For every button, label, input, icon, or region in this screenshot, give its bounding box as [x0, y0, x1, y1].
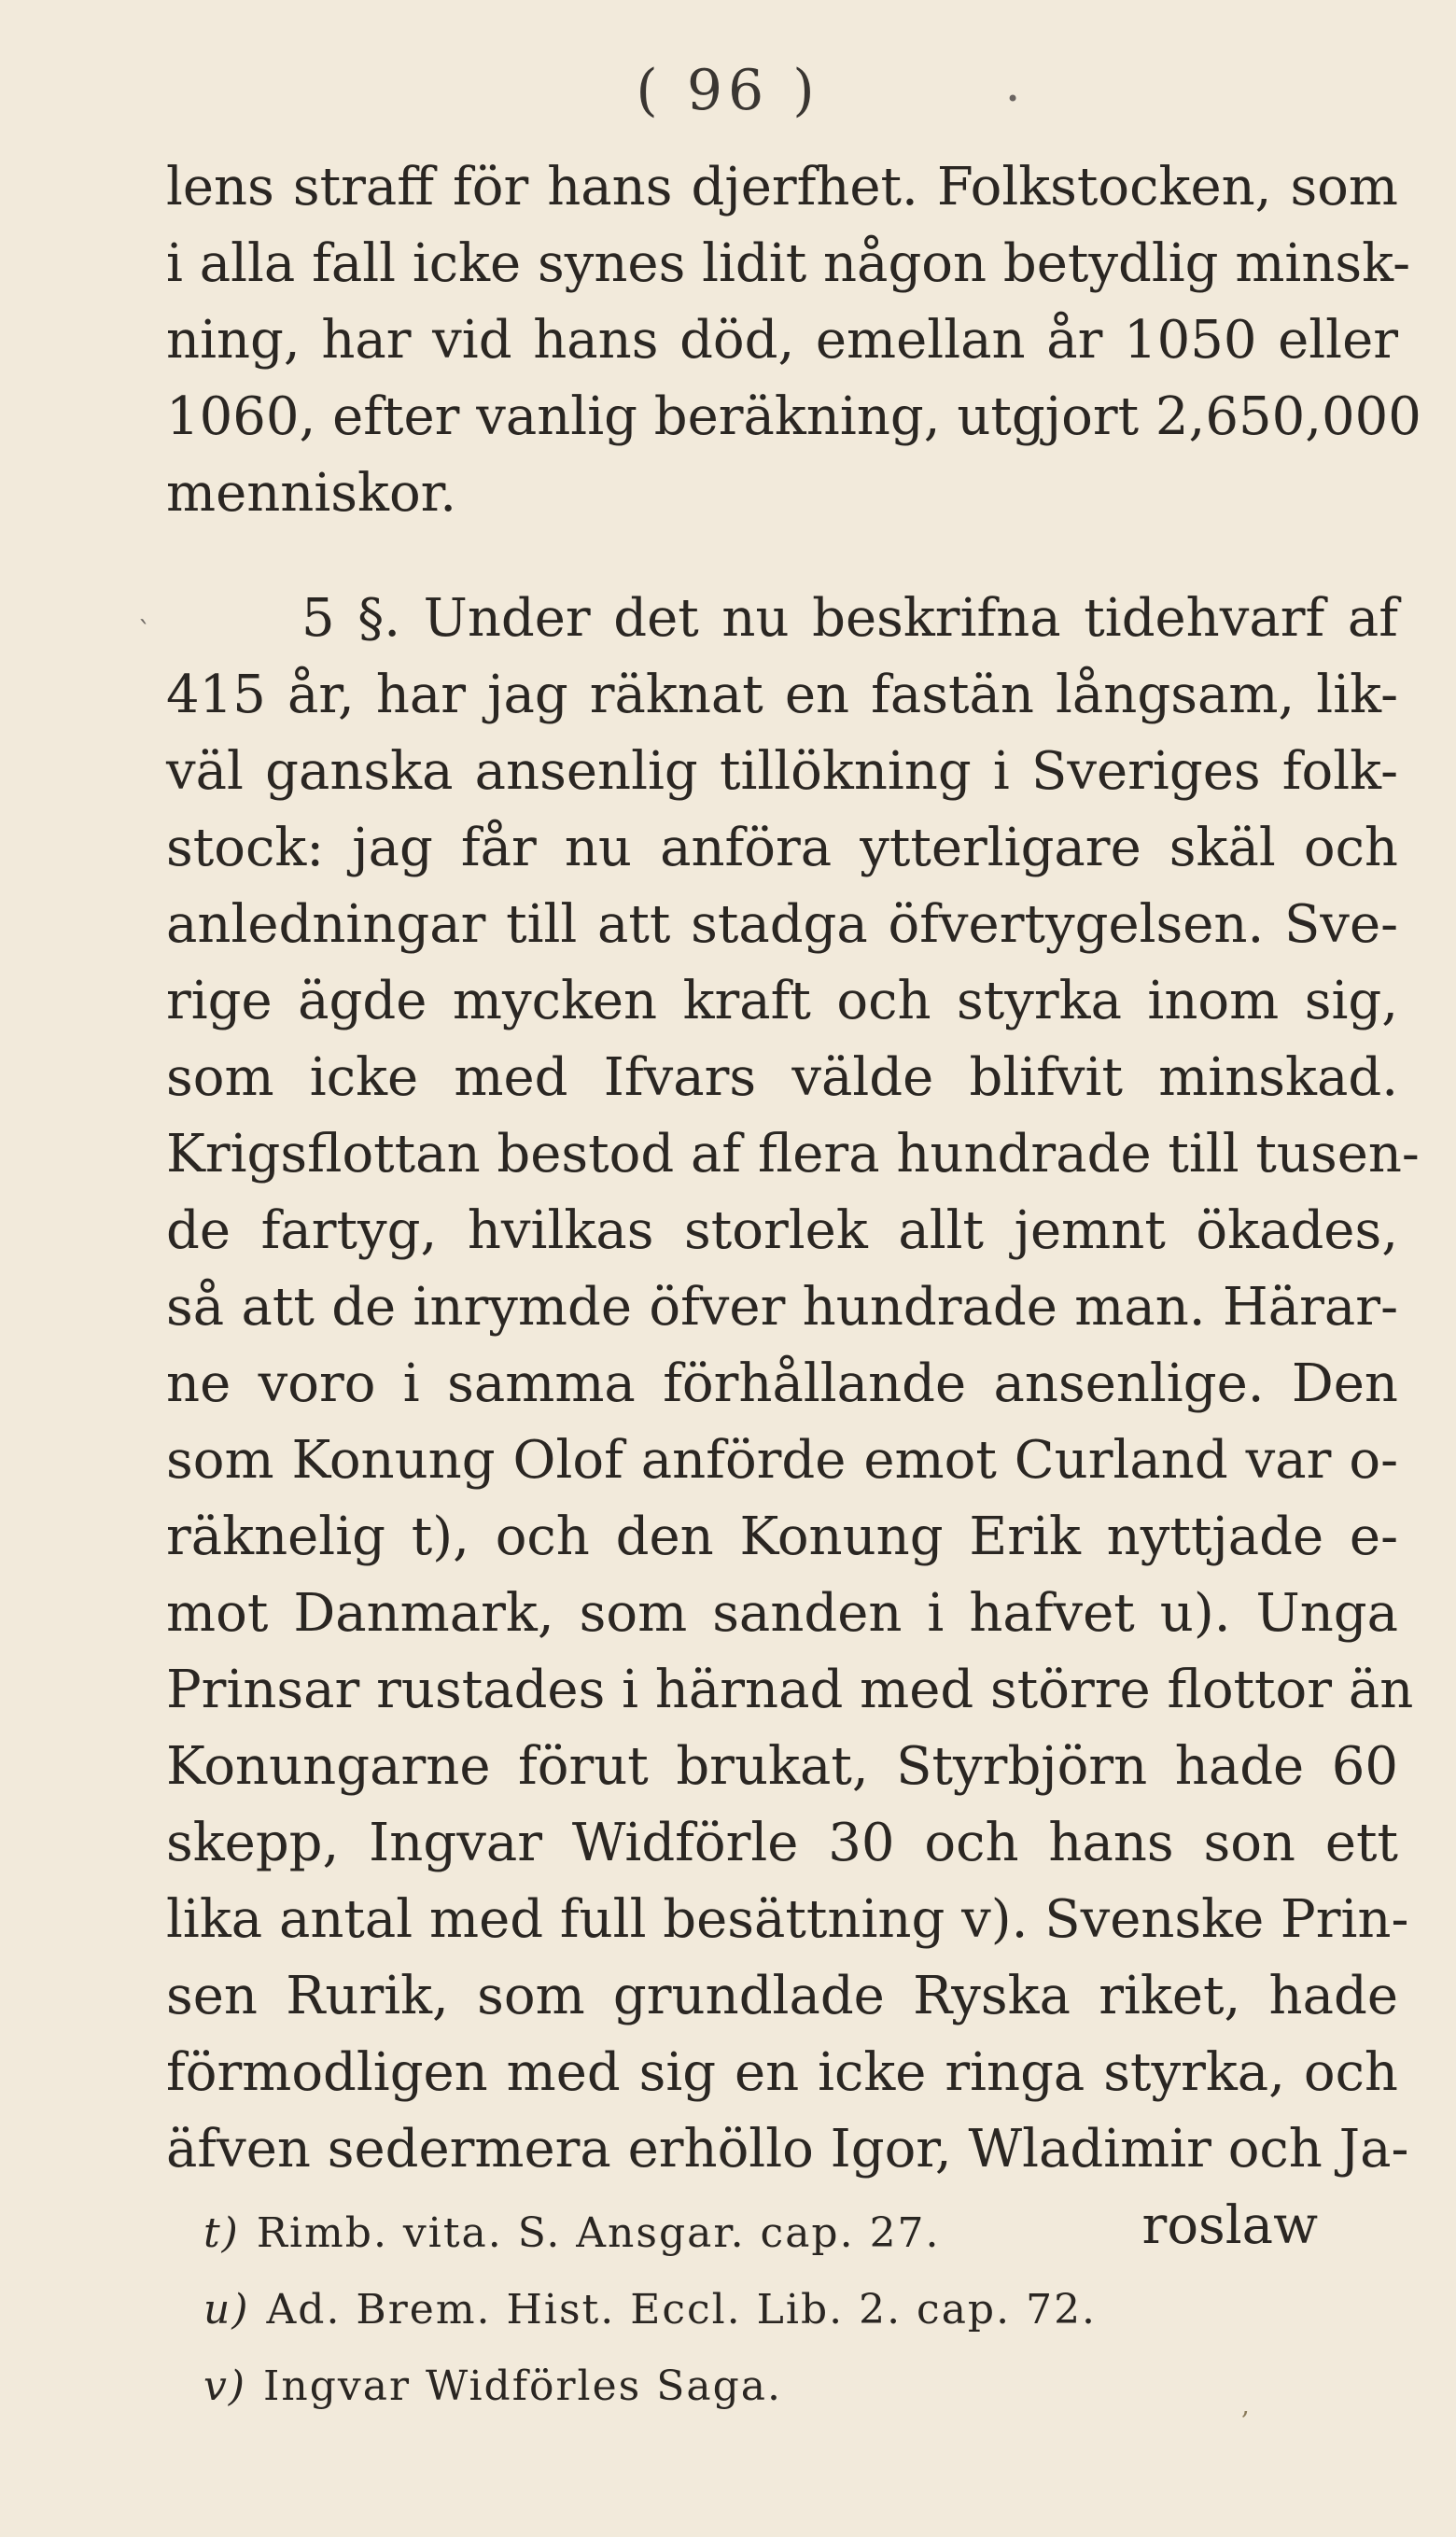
- text-line: 415 år, har jag räknat en fastän långsam, lik-: [166, 665, 1398, 725]
- text-line: skepp, Ingvar Widförle 30 och hans son ett: [166, 1813, 1398, 1873]
- page-number-header: ( 96 ): [636, 58, 820, 123]
- text-line: som icke med Ifvars välde blifvit minskad.: [166, 1047, 1398, 1108]
- text-line: förmodligen med sig en icke ringa styrka, och: [166, 2042, 1398, 2103]
- footnote-text: Rimb. vita. S. Ansgar. cap. 27.: [256, 2209, 941, 2257]
- paragraph-start: 5 §. Under det nu beskrifna tidehvarf af: [301, 588, 1398, 649]
- text-line: anledningar till att stadga öfvertygelsen. Sve-: [166, 894, 1398, 955]
- footnote-text: Ingvar Widförles Saga.: [263, 2362, 782, 2410]
- text-line: 1060, efter vanlig beräkning, utgjort 2,650,000: [166, 386, 1421, 447]
- margin-mark: `: [138, 616, 151, 647]
- text-line: äfven sedermera erhöllo Igor, Wladimir och Ja-: [166, 2119, 1409, 2180]
- footnote-u: [203, 2272, 1230, 2348]
- text-line: Konungarne förut brukat, Styrbjörn hade 60: [166, 1736, 1398, 1797]
- text-line: Krigsflottan bestod af flera hundrade till tusen-: [166, 1124, 1420, 1184]
- text-line: Prinsar rustades i härnad med större flottor än: [166, 1660, 1414, 1720]
- text-line: lika antal med full besättning v). Svenske Prin-: [166, 1889, 1409, 1950]
- text-line: rige ägde mycken kraft och styrka inom sig,: [166, 971, 1398, 1031]
- text-line: menniskor.: [166, 463, 457, 524]
- footnote-text: Ad. Brem. Hist. Eccl. Lib. 2. cap. 72.: [266, 2286, 1098, 2334]
- footnote-mark: v): [203, 2362, 247, 2410]
- text-line: som Konung Olof anförde emot Curland var o-: [166, 1430, 1398, 1491]
- margin-dot: •: [1006, 86, 1020, 112]
- text-line: lens straff för hans djerfhet. Folkstocken, som: [166, 157, 1398, 217]
- text-line: i alla fall icke synes lidit någon betydlig minsk-: [166, 233, 1411, 294]
- footnote-mark: u): [203, 2286, 250, 2334]
- text-line: mot Danmark, som sanden i hafvet u). Unga: [166, 1583, 1398, 1644]
- text-line: väl ganska ansenlig tillökning i Sveriges folk-: [166, 741, 1398, 802]
- body-text: [166, 149, 1421, 2264]
- text-line: räknelig t), och den Konung Erik nyttjade e-: [166, 1507, 1398, 1567]
- footnotes: [203, 2195, 1230, 2425]
- catchword: roslaw: [1141, 2195, 1318, 2256]
- footnote-t: [203, 2195, 1230, 2272]
- paper-speck: ,: [1241, 2390, 1250, 2420]
- text-line: ning, har vid hans död, emellan år 1050 eller: [166, 310, 1398, 371]
- text-line: så att de inrymde öfver hundrade man. Härar-: [166, 1277, 1398, 1338]
- text-line: ne voro i samma förhållande ansenlige. Den: [166, 1353, 1398, 1414]
- text-line: de fartyg, hvilkas storlek allt jemnt ökades,: [166, 1200, 1398, 1261]
- footnote-mark: t): [203, 2209, 240, 2257]
- text-line: sen Rurik, som grundlade Ryska riket, hade: [166, 1966, 1398, 2026]
- text-line: stock: jag får nu anföra ytterligare skäl och: [166, 818, 1398, 878]
- footnote-v: [203, 2348, 1230, 2425]
